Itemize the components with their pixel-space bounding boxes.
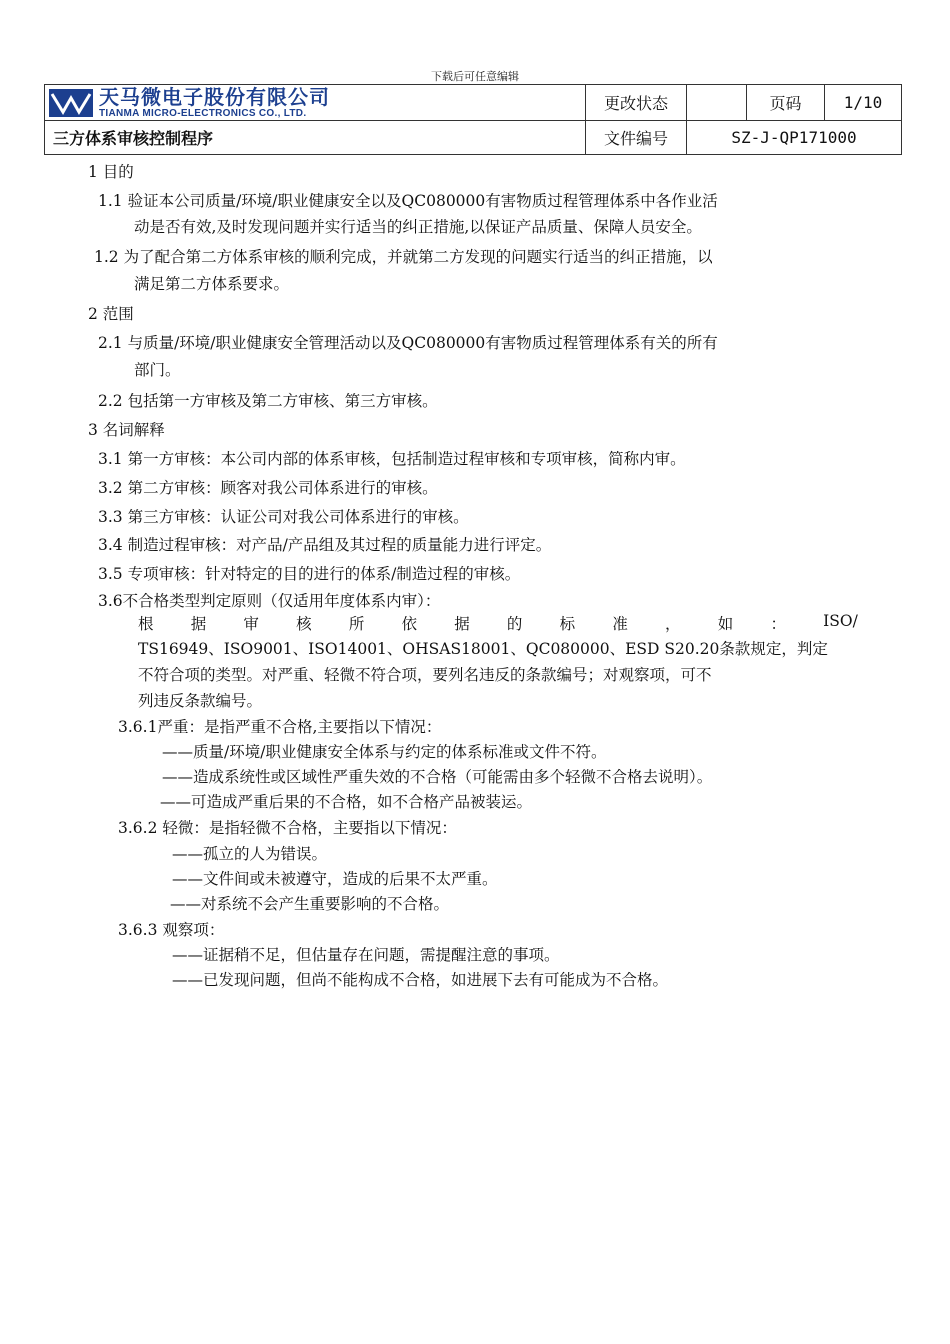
paragraph: 动是否有效,及时发现问题并实行适当的纠正措施,以保证产品质量、保障人员安全。	[134, 218, 702, 236]
justified-line	[138, 612, 858, 634]
paragraph: 3.6不合格类型判定原则（仅适用年度体系内审）：	[98, 592, 441, 610]
paragraph: 3.5 专项审核：针对特定的目的进行的体系/制造过程的审核。	[98, 565, 521, 583]
justified-word: ：	[770, 615, 786, 633]
tianma-logo-icon	[49, 89, 93, 117]
paragraph: 列违反条款编号。	[138, 692, 263, 710]
justified-word: 如	[717, 615, 734, 633]
justified-word: 的	[506, 615, 523, 633]
list-item: ——质量/环境/职业健康安全体系与约定的体系标准或文件不符。	[162, 743, 607, 761]
justified-word: ISO/	[823, 612, 858, 630]
paragraph: 1.1 验证本公司质量/环境/职业健康安全以及QC080000有害物质过程管理体系中各作业活	[98, 192, 718, 210]
change-status-value	[687, 85, 747, 121]
justified-word: 据	[454, 615, 470, 633]
justified-word: 标	[559, 615, 576, 633]
section-heading: 1 目的	[88, 163, 134, 181]
paragraph: 部门。	[134, 361, 181, 379]
list-item: ——孤立的人为错误。	[172, 845, 328, 863]
list-item: ——证据稍不足，但估量存在问题，需提醒注意的事项。	[172, 946, 560, 964]
doc-number-value: SZ-J-QP171000	[687, 121, 902, 155]
justified-word: 依	[401, 615, 418, 633]
paragraph: 满足第二方体系要求。	[134, 275, 290, 293]
subsection-heading: 3.6.2 轻微：是指轻微不合格，主要指以下情况：	[118, 819, 457, 837]
section-heading: 3 名词解释	[88, 421, 165, 439]
paragraph: 2.1 与质量/环境/职业健康安全管理活动以及QC080000有害物质过程管理体系有关的所有	[98, 334, 718, 352]
paragraph: 3.2 第二方审核：顾客对我公司体系进行的审核。	[98, 479, 438, 497]
paragraph: 不符合项的类型。对严重、轻微不符合项，要列名违反的条款编号；对观察项，可不	[138, 666, 712, 684]
justified-word: 准	[612, 615, 628, 633]
justified-word: 根	[138, 615, 154, 633]
document-header	[44, 84, 902, 155]
justified-word: 据	[190, 615, 207, 633]
list-item: ——对系统不会产生重要影响的不合格。	[170, 895, 450, 913]
document-title: 三方体系审核控制程序	[45, 121, 586, 155]
list-item: ——文件间或未被遵守，造成的后果不太严重。	[172, 870, 498, 888]
logo-cell	[45, 85, 586, 121]
section-heading: 2 范围	[88, 305, 134, 323]
list-item: ——可造成严重后果的不合格，如不合格产品被装运。	[160, 793, 533, 811]
paragraph: 3.1 第一方审核：本公司内部的体系审核，包括制造过程审核和专项审核，简称内审。	[98, 450, 686, 468]
paragraph: 3.3 第三方审核：认证公司对我公司体系进行的审核。	[98, 508, 469, 526]
justified-word: 审	[243, 615, 259, 633]
change-status-label: 更改状态	[586, 85, 687, 121]
top-note: 下载后可任意编辑	[431, 70, 519, 83]
list-item: ——已发现问题，但尚不能构成不合格，如进展下去有可能成为不合格。	[172, 971, 669, 989]
subsection-heading: 3.6.3 观察项：	[118, 921, 225, 939]
justified-word: ，	[665, 615, 681, 633]
company-name-en: TIANMA MICRO-ELECTRONICS CO., LTD.	[99, 107, 307, 119]
page-value: 1/10	[825, 85, 902, 121]
justified-word: 核	[296, 615, 312, 633]
justified-word: 所	[348, 615, 365, 633]
paragraph: TS16949、ISO9001、ISO14001、OHSAS18001、QC080000、ESD S20.20条款规定，判定	[138, 640, 828, 658]
doc-number-label: 文件编号	[586, 121, 687, 155]
paragraph: 1.2 为了配合第二方体系审核的顺利完成，并就第二方发现的问题实行适当的纠正措施，以	[94, 248, 713, 266]
paragraph: 3.4 制造过程审核：对产品/产品组及其过程的质量能力进行评定。	[98, 536, 552, 554]
paragraph: 2.2 包括第一方审核及第二方审核、第三方审核。	[98, 392, 438, 410]
company-name-cn: 天马微电子股份有限公司	[99, 84, 330, 109]
page-label: 页码	[747, 85, 825, 121]
subsection-heading: 3.6.1严重：是指严重不合格,主要指以下情况：	[118, 718, 442, 736]
list-item: ——造成系统性或区域性严重失效的不合格（可能需由多个轻微不合格去说明）。	[162, 768, 713, 786]
